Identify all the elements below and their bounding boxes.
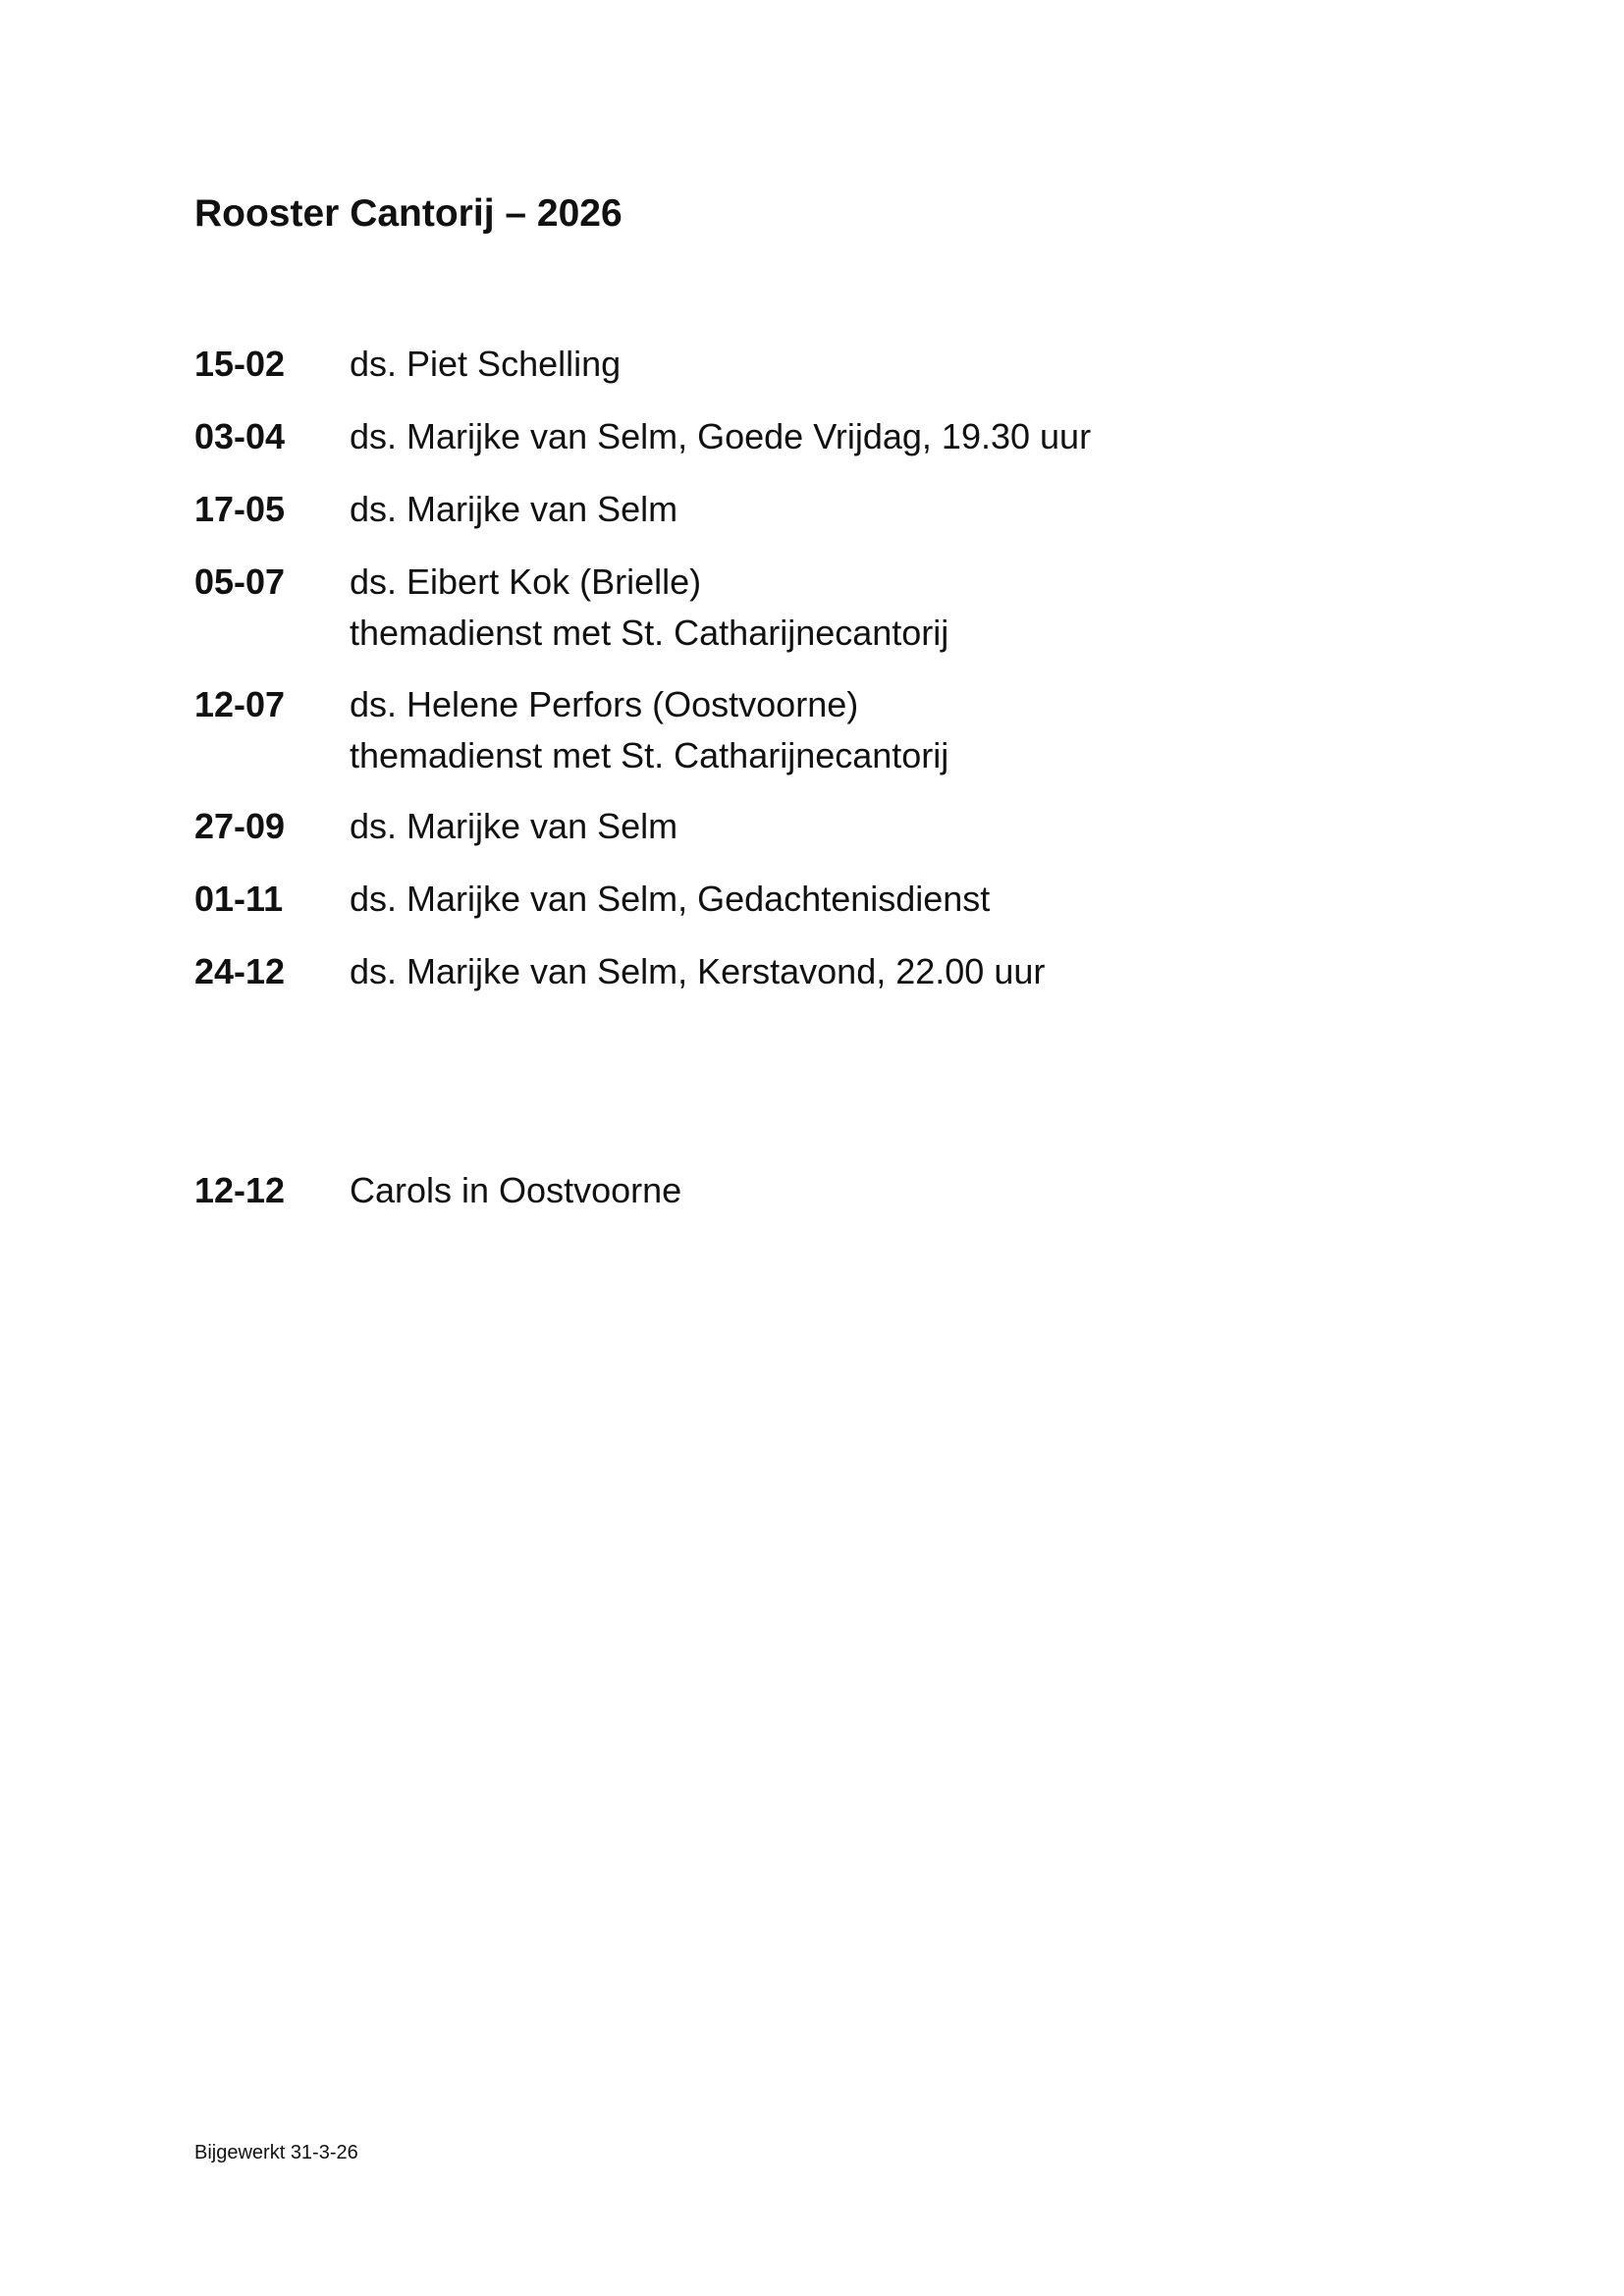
entry-description (350, 801, 677, 852)
entry-line: Carols in Oostvoorne (350, 1170, 682, 1210)
entry-description (350, 1165, 681, 1216)
entry-date: 24-12 (194, 951, 286, 991)
entry-date: 03-04 (194, 416, 286, 456)
entry-line: ds. Helene Perfors (Oostvoorne) (350, 684, 859, 724)
entry-date: 12-07 (194, 684, 286, 724)
entry-line: ds. Marijke van Selm, Gedachtenisdienst (350, 879, 991, 919)
entry-line: ds. Marijke van Selm (350, 489, 678, 529)
entry-line: ds. Marijke van Selm (350, 806, 678, 846)
entry-line: themadienst met St. Catharijnecantorij (350, 735, 949, 775)
footer-updated-note: Bijgewerkt 31-3-26 (194, 2142, 358, 2163)
entry-date: 12-12 (194, 1170, 286, 1210)
entry-line: themadienst met St. Catharijnecantorij (350, 613, 949, 653)
entry-line: ds. Eibert Kok (Brielle) (350, 561, 702, 602)
entry-description (350, 557, 948, 659)
entry-line: ds. Piet Schelling (350, 344, 622, 384)
entry-date: 15-02 (194, 344, 286, 384)
entry-description (350, 339, 621, 390)
entry-date: 01-11 (194, 879, 284, 919)
entry-line: ds. Marijke van Selm, Goede Vrijdag, 19.30 uur (350, 416, 1092, 456)
entry-description (350, 946, 1045, 997)
entry-date: 17-05 (194, 489, 286, 529)
entry-description (350, 874, 990, 925)
entry-date: 05-07 (194, 561, 286, 602)
entry-description (350, 484, 677, 535)
entry-line: ds. Marijke van Selm, Kerstavond, 22.00 uur (350, 951, 1046, 991)
entry-description (350, 679, 948, 781)
entry-description (350, 411, 1091, 462)
entry-date: 27-09 (194, 806, 286, 846)
page-title: Rooster Cantorij – 2026 (194, 192, 623, 235)
